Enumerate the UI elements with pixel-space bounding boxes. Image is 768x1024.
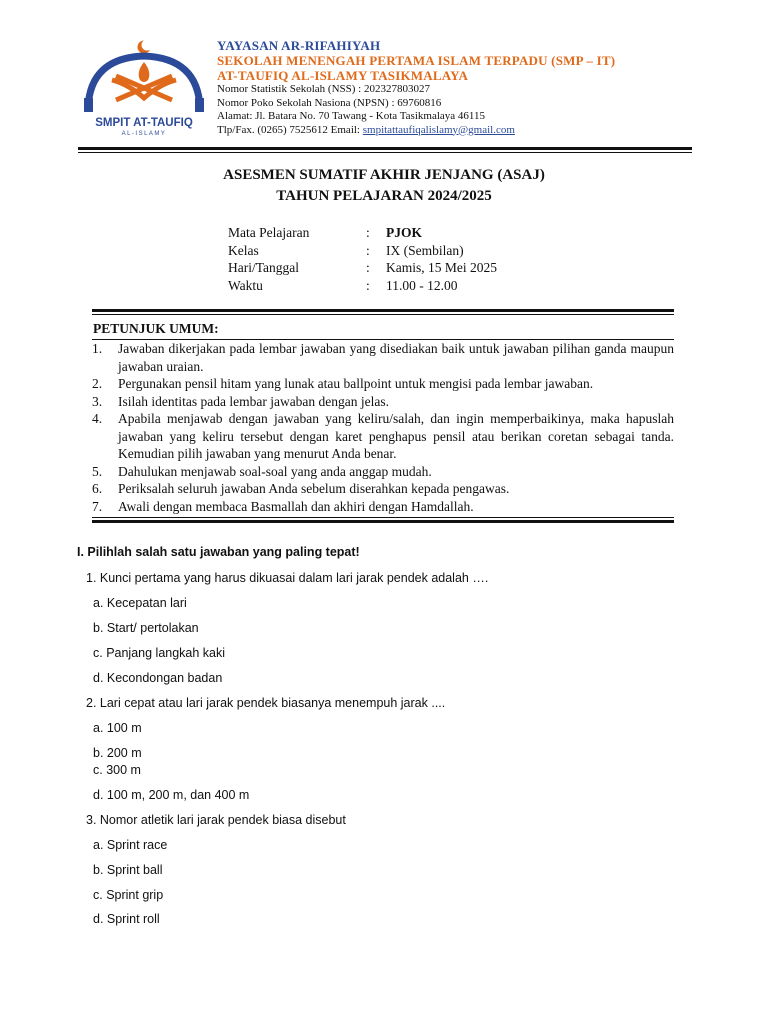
option-3b: b. Sprint ball [93,863,163,877]
item-text: Periksalah seluruh jawaban Anda sebelum diserahkan kepada pengawas. [118,481,510,496]
item-number: 1. [92,341,103,356]
email-link[interactable]: smpitattaufiqalislamy@gmail.com [362,123,515,136]
question-2: 2. Lari cepat atau lari jarak pendek biasanya menempuh jarak .... [86,696,446,710]
option-1b: b. Start/ pertolakan [93,621,199,635]
question-3: 3. Nomor atletik lari jarak pendek biasa disebut [86,813,346,827]
school-type: SEKOLAH MENENGAH PERTAMA ISLAM TERPADU (SMP – IT) [217,53,616,68]
option-3c: c. Sprint grip [93,888,164,902]
info-colon: : [366,242,370,258]
school-name: AT-TAUFIQ AL-ISLAMY TASIKMALAYA [217,68,469,83]
info-value: PJOK [386,225,422,240]
foundation-name: YAYASAN AR-RIFAHIYAH [217,38,381,53]
info-colon: : [366,277,370,293]
item-text: Isilah identitas pada lembar jawaban dengan jelas. [118,393,390,409]
exam-info [228,224,497,294]
list-item [92,463,674,481]
info-value: IX (Sembilan) [386,242,464,258]
option-2a: a. 100 m [93,721,142,735]
item-text: Awali dengan membaca Basmallah dan akhiri dengan Hamdallah. [118,498,474,514]
box-rule [92,517,674,518]
info-label: Mata Pelajaran [228,225,310,240]
option-3a: a. Sprint race [93,838,168,852]
option-1c: c. Panjang langkah kaki [93,646,226,660]
address: Alamat: Jl. Batara No. 70 Tawang - Kota Tasikmalaya 46115 [217,110,485,122]
info-row [228,259,497,277]
item-text: Jawaban dikerjakan pada lembar jawaban yang disediakan baik untuk jawaban pilihan ganda maupun jawaban uraian. [118,341,674,374]
question-1: 1. Kunci pertama yang harus dikuasai dalam lari jarak pendek adalah …. [86,571,489,585]
contact-line [217,124,615,138]
instructions-box [92,309,674,523]
info-colon: : [366,225,370,240]
item-number: 4. [92,411,103,426]
item-text: Pergunakan pensil hitam yang lunak atau ballpoint untuk mengisi pada lembar jawaban. [118,376,594,391]
npsn: Nomor Poko Sekolah Nasiona (NPSN) : 69760816 [217,96,442,109]
box-rule [92,520,674,523]
logo-subtext: AL-ISLAMY [121,131,167,136]
header-rule-thick [78,147,692,150]
info-row [228,224,497,242]
info-colon: : [366,260,370,275]
info-row [228,277,497,295]
box-rule [92,309,674,312]
letterhead-text [217,38,615,137]
item-number: 2. [92,376,103,391]
list-item [92,393,674,411]
info-row [228,242,497,260]
school-logo [78,36,208,136]
option-3d: d. Sprint roll [93,912,160,926]
option-1d: d. Kecondongan badan [93,671,223,685]
header-rule-thin [78,152,692,153]
exam-title: ASESMEN SUMATIF AKHIR JENJANG (ASAJ) [223,167,545,183]
info-value: Kamis, 15 Mei 2025 [386,260,497,275]
item-number: 6. [92,481,103,496]
item-number: 5. [92,463,103,479]
list-item [92,498,674,516]
option-2d: d. 100 m, 200 m, dan 400 m [93,788,250,802]
instructions-list [92,340,674,515]
item-number: 7. [92,498,103,514]
phone: Tlp/Fax. (0265) 7525612 Email: [217,123,363,136]
instructions-heading: PETUNJUK UMUM: [93,321,219,336]
option-1a: a. Kecepatan lari [93,596,187,610]
list-item [92,480,674,498]
list-item [92,340,674,375]
item-text: Dahulukan menjawab soal-soal yang anda anggap mudah. [118,463,432,479]
item-text: Apabila menjawab dengan jawaban yang keliru/salah, dan ingin memperbaikinya, maka hapuslah jawaban yang keliru tersebut dengan karet penghapus pensil atau berikan coretan sebagai tanda. Kemudian pilih jawaban yang menurut Anda benar. [118,411,674,461]
info-value: 11.00 - 12.00 [386,277,458,293]
exam-year: TAHUN PELAJARAN 2024/2025 [276,188,492,204]
item-number: 3. [92,393,103,409]
info-label: Kelas [228,242,259,258]
list-item [92,375,674,393]
nss: Nomor Statistik Sekolah (NSS) : 202327803027 [217,83,430,95]
info-label: Hari/Tanggal [228,260,300,275]
list-item [92,410,674,463]
info-label: Waktu [228,277,263,293]
option-2c: c. 300 m [93,763,141,777]
logo-text: SMPIT AT-TAUFIQ [95,117,193,129]
option-2b: b. 200 m [93,746,142,760]
section-heading: I. Pilihlah salah satu jawaban yang paling tepat! [77,545,360,559]
